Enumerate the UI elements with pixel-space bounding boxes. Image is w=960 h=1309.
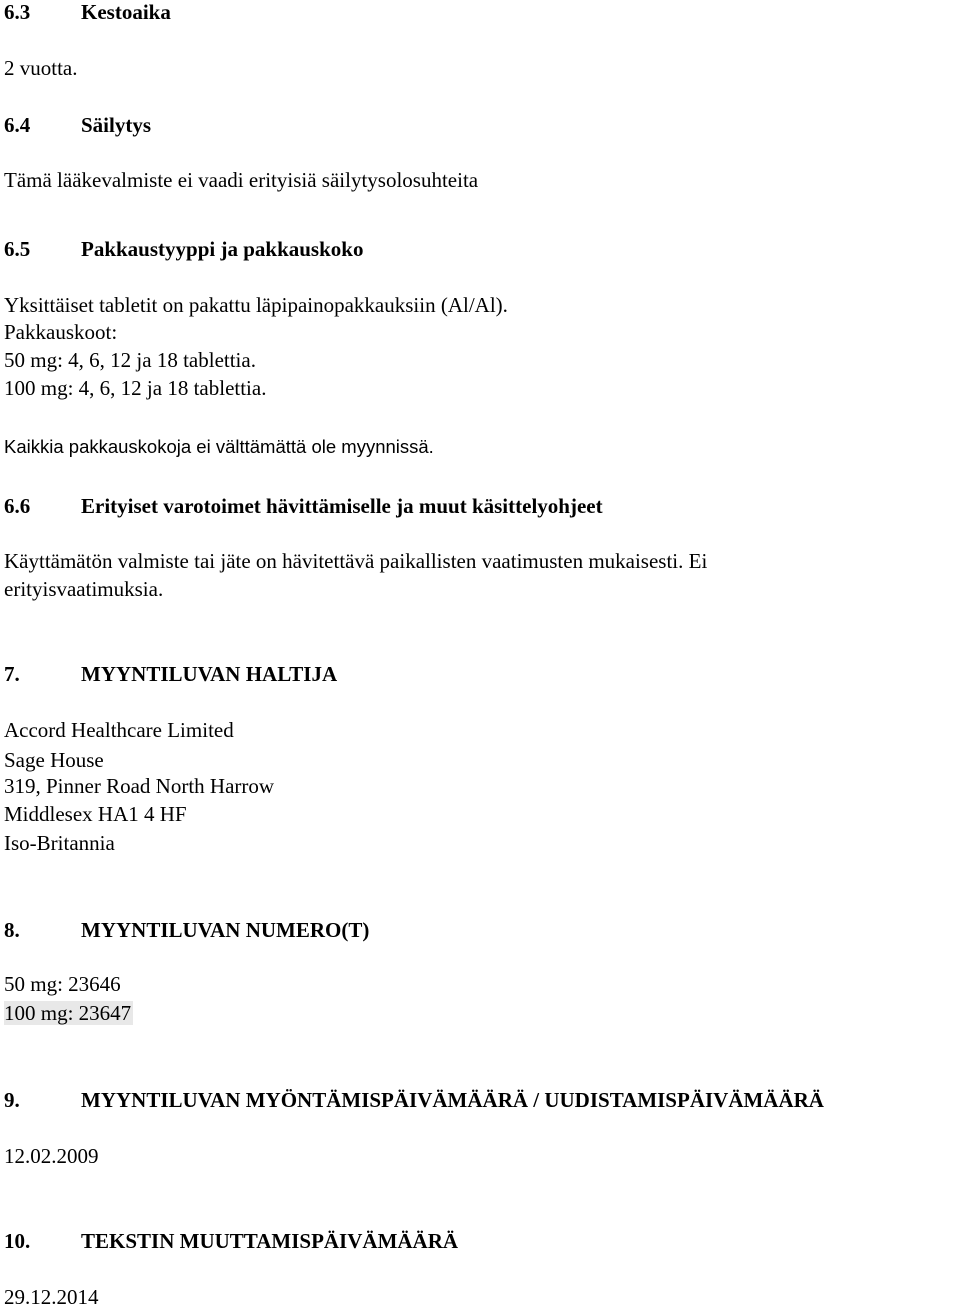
section-number: 9. (4, 1088, 20, 1112)
disposal-line: erityisvaatimuksia. (4, 577, 164, 601)
section-title: MYYNTILUVAN NUMERO(T) (81, 918, 370, 942)
section-title: TEKSTIN MUUTTAMISPÄIVÄMÄÄRÄ (81, 1229, 459, 1253)
section-number: 8. (4, 918, 20, 942)
section-number: 6.6 (4, 494, 31, 518)
authorisation-date: 12.02.2009 (4, 1144, 99, 1168)
package-availability-note: Kaikkia pakkauskokoja ei välttämättä ole myynnissä. (4, 436, 434, 457)
storage-text: Tämä lääkevalmiste ei vaadi erityisiä säilytysolosuhteita (4, 168, 479, 192)
holder-line: Accord Healthcare Limited (4, 718, 234, 742)
section-10-heading (4, 1229, 458, 1253)
section-title: MYYNTILUVAN HALTIJA (81, 662, 338, 686)
section-7-heading (4, 662, 337, 686)
authorisation-number-highlighted: 100 mg: 23647 (4, 1001, 132, 1025)
section-6-6-heading (4, 494, 603, 518)
section-6-4-heading (4, 113, 151, 137)
section-number: 6.5 (4, 237, 31, 261)
authorisation-number: 50 mg: 23646 (4, 972, 121, 996)
package-line: 50 mg: 4, 6, 12 ja 18 tablettia. (4, 348, 256, 372)
section-title: Kestoaika (81, 0, 171, 24)
authorisation-number-row (4, 1001, 133, 1025)
section-title: MYYNTILUVAN MYÖNTÄMISPÄIVÄMÄÄRÄ / UUDISTAMISPÄIVÄMÄÄRÄ (81, 1088, 824, 1112)
section-number: 7. (4, 662, 20, 686)
section-9-heading (4, 1088, 824, 1112)
section-title: Pakkaustyyppi ja pakkauskoko (81, 237, 364, 261)
section-number: 6.4 (4, 113, 31, 137)
section-6-3-heading (4, 0, 171, 24)
package-line: Pakkauskoot: (4, 320, 118, 344)
holder-line: Sage House (4, 748, 104, 772)
package-line: Yksittäiset tabletit on pakattu läpipainopakkauksiin (Al/Al). (4, 293, 508, 317)
section-title: Erityiset varotoimet hävittämiselle ja muut käsittelyohjeet (81, 494, 603, 518)
shelf-life-text: 2 vuotta. (4, 56, 78, 80)
holder-line: Middlesex HA1 4 HF (4, 802, 187, 826)
holder-line: Iso-Britannia (4, 831, 115, 855)
package-line: 100 mg: 4, 6, 12 ja 18 tablettia. (4, 376, 267, 400)
section-number: 10. (4, 1229, 31, 1253)
section-number: 6.3 (4, 0, 31, 24)
revision-date: 29.12.2014 (4, 1285, 99, 1309)
disposal-line: Käyttämätön valmiste tai jäte on hävitettävä paikallisten vaatimusten mukaisesti. Ei (4, 549, 708, 573)
holder-line: 319, Pinner Road North Harrow (4, 774, 275, 798)
section-6-5-heading (4, 237, 363, 261)
section-8-heading (4, 918, 369, 942)
section-title: Säilytys (81, 113, 152, 137)
